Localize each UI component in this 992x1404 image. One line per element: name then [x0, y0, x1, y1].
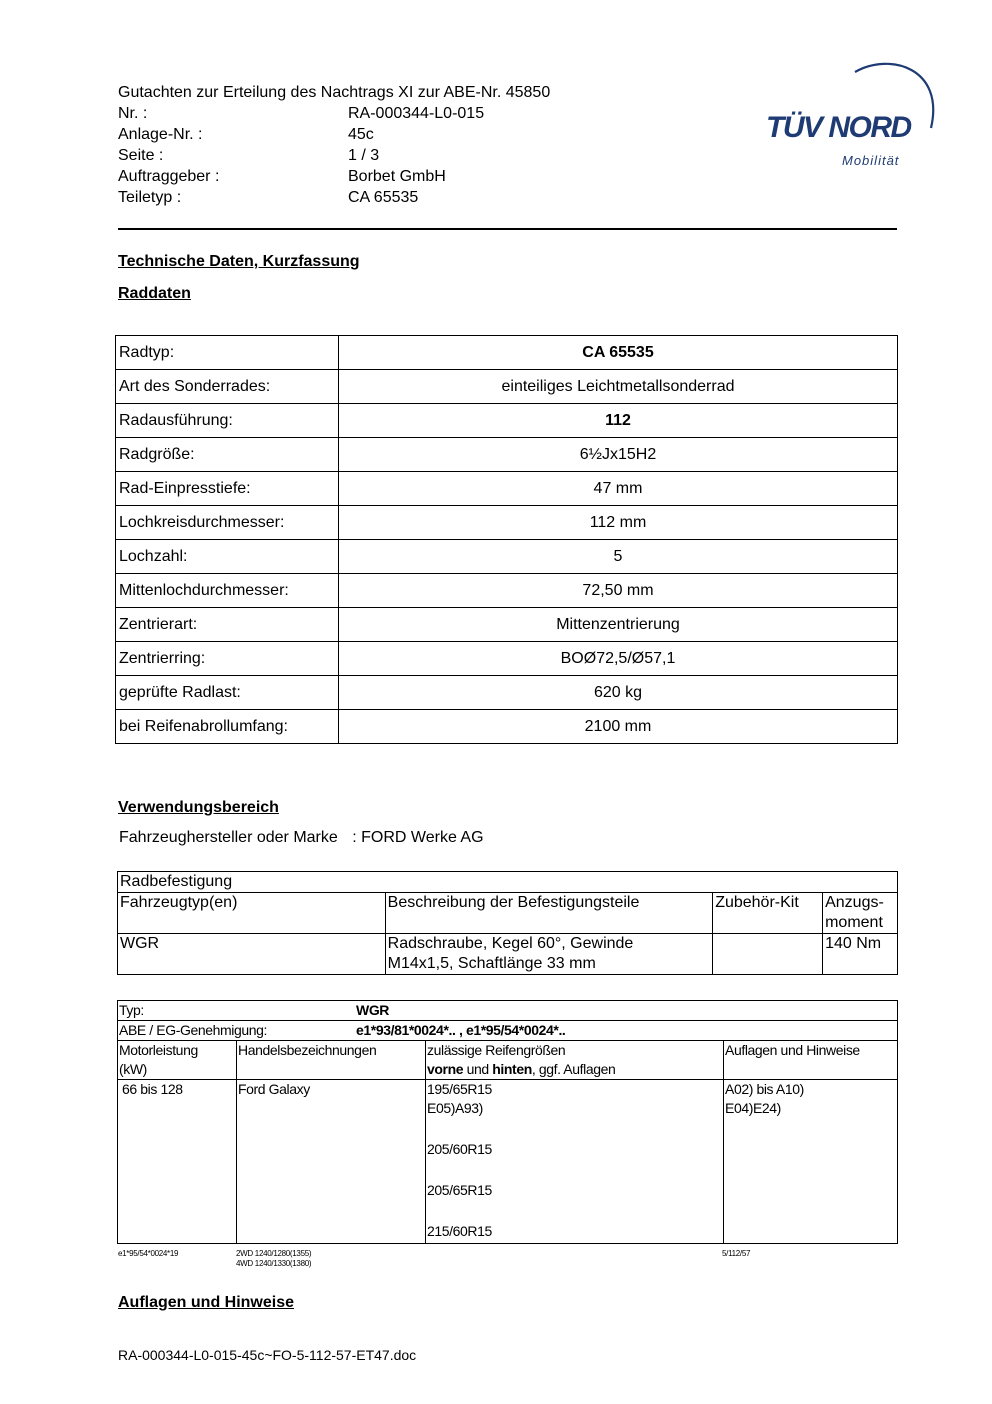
tyres-subheader [427, 1060, 722, 1079]
logo-subtitle: Mobilität [842, 153, 900, 168]
raddaten-value: CA 65535 [339, 336, 898, 370]
auflagen-heading: Auflagen und Hinweise [118, 1294, 295, 1311]
header-row-nr [118, 103, 550, 124]
raddaten-value: 112 mm [339, 506, 898, 540]
raddaten-row [116, 710, 898, 744]
col-tyres [426, 1041, 724, 1080]
tyre-size: 205/60R15 [427, 1141, 492, 1157]
footnote-right: 5/112/57 [722, 1249, 751, 1258]
raddaten-label: Radausführung: [116, 404, 339, 438]
raddaten-label: geprüfte Radlast: [116, 676, 339, 710]
header-value: CA 65535 [348, 189, 419, 206]
header-label: Teiletyp : [118, 189, 182, 206]
raddaten-row [116, 472, 898, 506]
header-value: 45c [348, 126, 374, 143]
typ-value: WGR [356, 1002, 390, 1018]
raddaten-label: Radtyp: [116, 336, 339, 370]
raddaten-label: Lochzahl: [116, 540, 339, 574]
tyre-size: 215/60R15 [427, 1223, 492, 1239]
raddaten-value: 620 kg [339, 676, 898, 710]
raddaten-label: bei Reifenabrollumfang: [116, 710, 339, 744]
raddaten-row [116, 370, 898, 404]
raddaten-row [116, 540, 898, 574]
header-label: Auftraggeber : [118, 168, 220, 185]
raddaten-value: 5 [339, 540, 898, 574]
raddaten-label: Zentrierring: [116, 642, 339, 676]
tyre-note: E05)A93) [427, 1100, 483, 1116]
col-fahrzeugtyp: Fahrzeugtyp(en) [118, 893, 386, 934]
cell-torque: 140 Nm [823, 934, 898, 975]
raddaten-label: Radgröße: [116, 438, 339, 472]
footnote-left: e1*95/54*0024*19 [118, 1249, 179, 1258]
typ-label: Typ: [119, 1002, 144, 1018]
vehicle-maker-line [119, 829, 484, 847]
typ-table [117, 1000, 898, 1244]
raddaten-row [116, 438, 898, 472]
abe-label: ABE / EG-Genehmigung: [119, 1022, 268, 1038]
header-label: Anlage-Nr. : [118, 126, 203, 143]
cell-power: 66 bis 128 [118, 1080, 237, 1244]
cell-tyres [426, 1080, 724, 1244]
desc-line: Radschraube, Kegel 60°, Gewinde [387, 935, 634, 952]
note-line: A02) bis A10) [725, 1081, 804, 1097]
header-label: Seite : [118, 147, 164, 164]
raddaten-label: Lochkreisdurchmesser: [116, 506, 339, 540]
maker-value: FORD Werke AG [361, 829, 484, 846]
raddaten-label: Zentrierart: [116, 608, 339, 642]
col-anzugsmoment: Anzugs-moment [823, 893, 898, 934]
footnote-mid-line: 2WD 1240/1280(1355) [236, 1249, 312, 1258]
header-value: Borbet GmbH [348, 168, 446, 185]
abe-row [118, 1021, 898, 1041]
tyres-vorne: vorne [427, 1061, 464, 1077]
header-row-teiletyp [118, 187, 550, 208]
tyres-und: und [463, 1061, 493, 1077]
header-divider [118, 228, 897, 230]
cell-notes [724, 1080, 898, 1244]
tyres-hinten: hinten [492, 1061, 532, 1077]
raddaten-value: 72,50 mm [339, 574, 898, 608]
footnote-mid-line: 4WD 1240/1330(1380) [236, 1259, 312, 1268]
raddaten-row [116, 676, 898, 710]
power-unit: (kW) [119, 1061, 147, 1077]
raddaten-value: 112 [339, 404, 898, 438]
cell-name: Ford Galaxy [237, 1080, 426, 1244]
section-title: Technische Daten, Kurzfassung [118, 253, 360, 270]
header-value: 1 / 3 [348, 147, 380, 164]
befestigung-title: Radbefestigung [118, 872, 898, 893]
raddaten-value: 47 mm [339, 472, 898, 506]
header-row-seite [118, 145, 550, 166]
raddaten-value: einteiliges Leichtmetallsonderrad [339, 370, 898, 404]
raddaten-heading: Raddaten [118, 285, 191, 302]
header-row-anlage [118, 124, 550, 145]
logo-brand: TÜV NORD [766, 111, 911, 144]
raddaten-row [116, 404, 898, 438]
cell-type: WGR [118, 934, 386, 975]
col-beschreibung: Beschreibung der Befestigungsteile [385, 893, 713, 934]
tyre-size: 195/65R15 [427, 1081, 492, 1097]
typ-row [118, 1001, 898, 1021]
document-header [118, 82, 550, 208]
raddaten-row [116, 642, 898, 676]
power-header: Motorleistung [119, 1042, 198, 1058]
raddaten-row [116, 608, 898, 642]
raddaten-value: BOØ72,5/Ø57,1 [339, 642, 898, 676]
raddaten-row [116, 574, 898, 608]
befestigung-table [117, 871, 898, 975]
raddaten-label: Rad-Einpresstiefe: [116, 472, 339, 506]
col-zubehoer: Zubehör-Kit [713, 893, 823, 934]
col-power [118, 1041, 237, 1080]
col-notes: Auflagen und Hinweise [724, 1041, 898, 1080]
raddaten-table [115, 335, 898, 744]
tyres-header: zulässige Reifengrößen [427, 1042, 566, 1058]
tyre-size: 205/65R15 [427, 1182, 492, 1198]
cell-desc [385, 934, 713, 975]
raddaten-value: 6½Jx15H2 [339, 438, 898, 472]
cell-kit [713, 934, 823, 975]
raddaten-row [116, 336, 898, 370]
verwendung-heading: Verwendungsbereich [118, 799, 279, 816]
footer-filename: RA-000344-L0-015-45c~FO-5-112-57-ET47.doc [118, 1347, 417, 1363]
document-title: Gutachten zur Erteilung des Nachtrags XI zur ABE-Nr. 45850 [118, 84, 551, 101]
tyres-rest: , ggf. Auflagen [531, 1061, 616, 1077]
header-label: Nr. : [118, 105, 148, 122]
note-line: E04)E24) [725, 1100, 781, 1116]
footnote-mid [236, 1249, 311, 1269]
raddaten-value: 2100 mm [339, 710, 898, 744]
desc-line: M14x1,5, Schaftlänge 33 mm [387, 955, 596, 972]
abe-value: e1*93/81*0024*.. , e1*95/54*0024*.. [356, 1022, 566, 1038]
maker-label: Fahrzeughersteller oder Marke [119, 829, 338, 846]
header-value: RA-000344-L0-015 [348, 105, 485, 122]
maker-separator: : [352, 829, 357, 846]
raddaten-label: Mittenlochdurchmesser: [116, 574, 339, 608]
raddaten-value: Mittenzentrierung [339, 608, 898, 642]
header-row-auftraggeber [118, 166, 550, 187]
raddaten-row [116, 506, 898, 540]
raddaten-label: Art des Sonderrades: [116, 370, 339, 404]
col-names: Handelsbezeichnungen [237, 1041, 426, 1080]
